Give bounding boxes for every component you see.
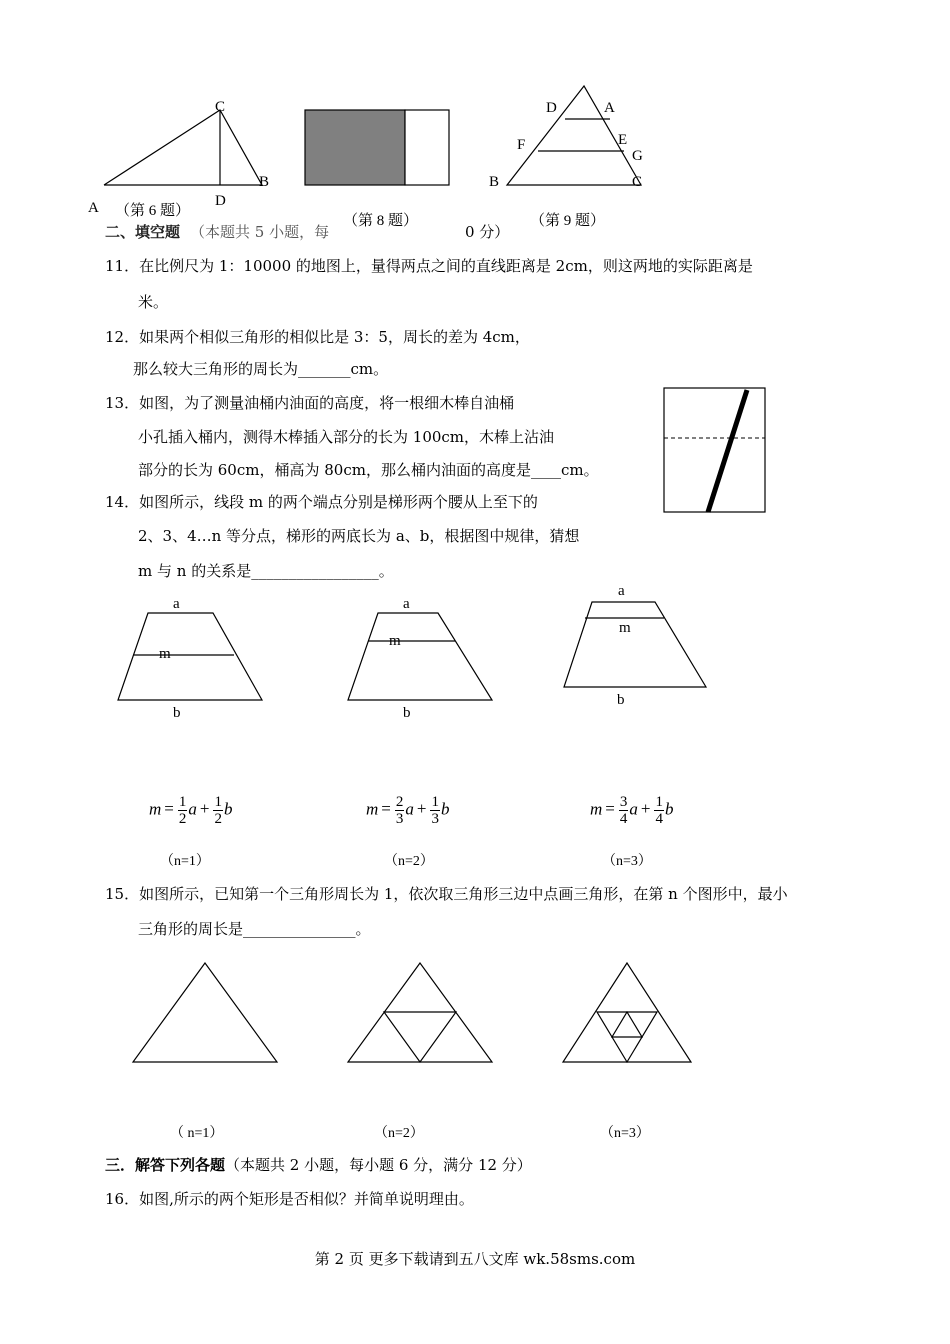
formula-n2-frac2-num: 1 [431,794,439,810]
formula-n1-a: a [188,799,197,819]
formula-n3-eq: = [605,799,615,819]
section2-header-c: 0 分） [465,223,510,241]
formula-n2-a: a [405,799,414,819]
trap1-label-a: a [173,596,180,612]
formula-n2-frac1-num: 2 [395,794,404,810]
formula-n1-frac1-num: 1 [178,794,187,810]
formula-n1-case: （n=1） [160,854,210,869]
fig6-label-a: A [88,200,99,216]
fig6-label-c: C [215,99,226,115]
trap2-label-m: m [389,633,401,649]
fig8-caption: （第 8 题） [343,213,419,229]
fig6-caption: （第 6 题） [115,203,191,219]
q12-line1: 12．如果两个相似三角形的相似比是 3：5，周长的差为 4cm， [105,328,530,346]
page-footer: 第 2 页 更多下载请到五八文库 wk.58sms.com [314,1250,636,1268]
formula-n3-frac2-den: 4 [655,811,663,827]
formula-n3-plus: + [640,799,651,819]
fig9-label-g: G [632,148,643,164]
q15-case-n3: （n=3） [600,1126,650,1141]
trap2-label-b: b [403,705,411,721]
fig9-label-d: D [546,100,557,116]
q15-case-n2: （n=2） [374,1126,424,1141]
q14-line3: m 与 n 的关系是_________________。 [138,562,394,580]
formula-n2-m: m [366,799,379,819]
formula-n3-case: （n=3） [602,854,652,869]
formula-n1-frac1-den: 2 [178,811,187,827]
formula-n1-frac2-den: 2 [214,811,222,827]
section2-header-b: （本题共 5 小题，每 [190,223,330,241]
q13-line1: 13．如图，为了测量油桶内油面的高度，将一根细木棒自油桶 [105,394,515,412]
q12-line2: 那么较大三角形的周长为_______cm。 [133,360,389,378]
formula-n2-frac1-den: 3 [395,811,404,827]
formula-n3-a: a [629,799,638,819]
q15-line1: 15．如图所示，已知第一个三角形周长为 1，依次取三角形三边中点画三角形，在第 n 个图形中，最小 [105,885,788,903]
section3-header [105,1155,532,1175]
formula-n1-eq: = [164,799,174,819]
section2-header-a: 二、填空题 [105,223,181,241]
formula-n2-case: （n=2） [384,854,434,869]
formula-n3-frac1-num: 3 [619,794,628,810]
formula-n3-frac2-num: 1 [655,794,663,810]
formula-n3-b: b [664,799,674,819]
formula-n1-plus: + [199,799,210,819]
q11-line1: 11．在比例尺为 1：10000 的地图上，量得两点之间的直线距离是 2cm，则这两地的实际距离是 [105,257,753,275]
fig9-label-c: C [632,174,643,190]
q13-line3: 部分的长为 60cm，桶高为 80cm，那么桶内油面的高度是____cm。 [138,461,599,479]
formula-n1-m: m [149,799,162,819]
formula-n2-frac2-den: 3 [431,811,439,827]
formula-n2-b: b [440,799,450,819]
q11-line2: 米。 [138,293,169,311]
fig6-label-d: D [215,193,226,209]
triangle-n3-inner [612,1012,642,1037]
trap3-label-m: m [619,620,631,636]
q16-line1: 16．如图,所示的两个矩形是否相似？并简单说明理由。 [105,1190,474,1208]
fig6-label-b: B [259,174,270,190]
formula-n1-frac2-num: 1 [214,794,222,810]
section3-detail: （本题共 2 小题，每小题 6 分，满分 12 分） [225,1156,532,1174]
fig9-label-b: B [489,174,500,190]
fig9-label-f: F [517,137,526,153]
fig9-label-e: E [618,132,628,148]
triangle-n1 [133,963,277,1062]
formula-n3-frac1-den: 4 [619,811,628,827]
q14-line1: 14．如图所示，线段 m 的两个端点分别是梯形两个腰从上至下的 [105,493,538,511]
trap1-label-b: b [173,705,181,721]
formula-n1-b: b [223,799,233,819]
trap3-label-b: b [617,692,625,708]
q13-line2: 小孔插入桶内，测得木棒插入部分的长为 100cm，木棒上沾油 [138,428,555,446]
fig9-label-a: A [604,100,615,116]
section3-title: 三．解答下列各题 [105,1156,226,1174]
formula-n3-m: m [590,799,603,819]
trap3-label-a: a [618,583,625,599]
triangle-n2-inner [384,1012,456,1062]
fig9-caption: （第 9 题） [530,213,606,229]
q14-line2: 2、3、4…n 等分点，梯形的两底长为 a、b，根据图中规律，猜想 [138,527,580,545]
formula-n2-eq: = [381,799,391,819]
trap2-label-a: a [403,596,410,612]
q15-line2: 三角形的周长是_______________。 [138,920,371,938]
trap1-label-m: m [159,646,171,662]
q15-case-n1: （ n=1） [170,1126,224,1141]
formula-n2-plus: + [416,799,427,819]
